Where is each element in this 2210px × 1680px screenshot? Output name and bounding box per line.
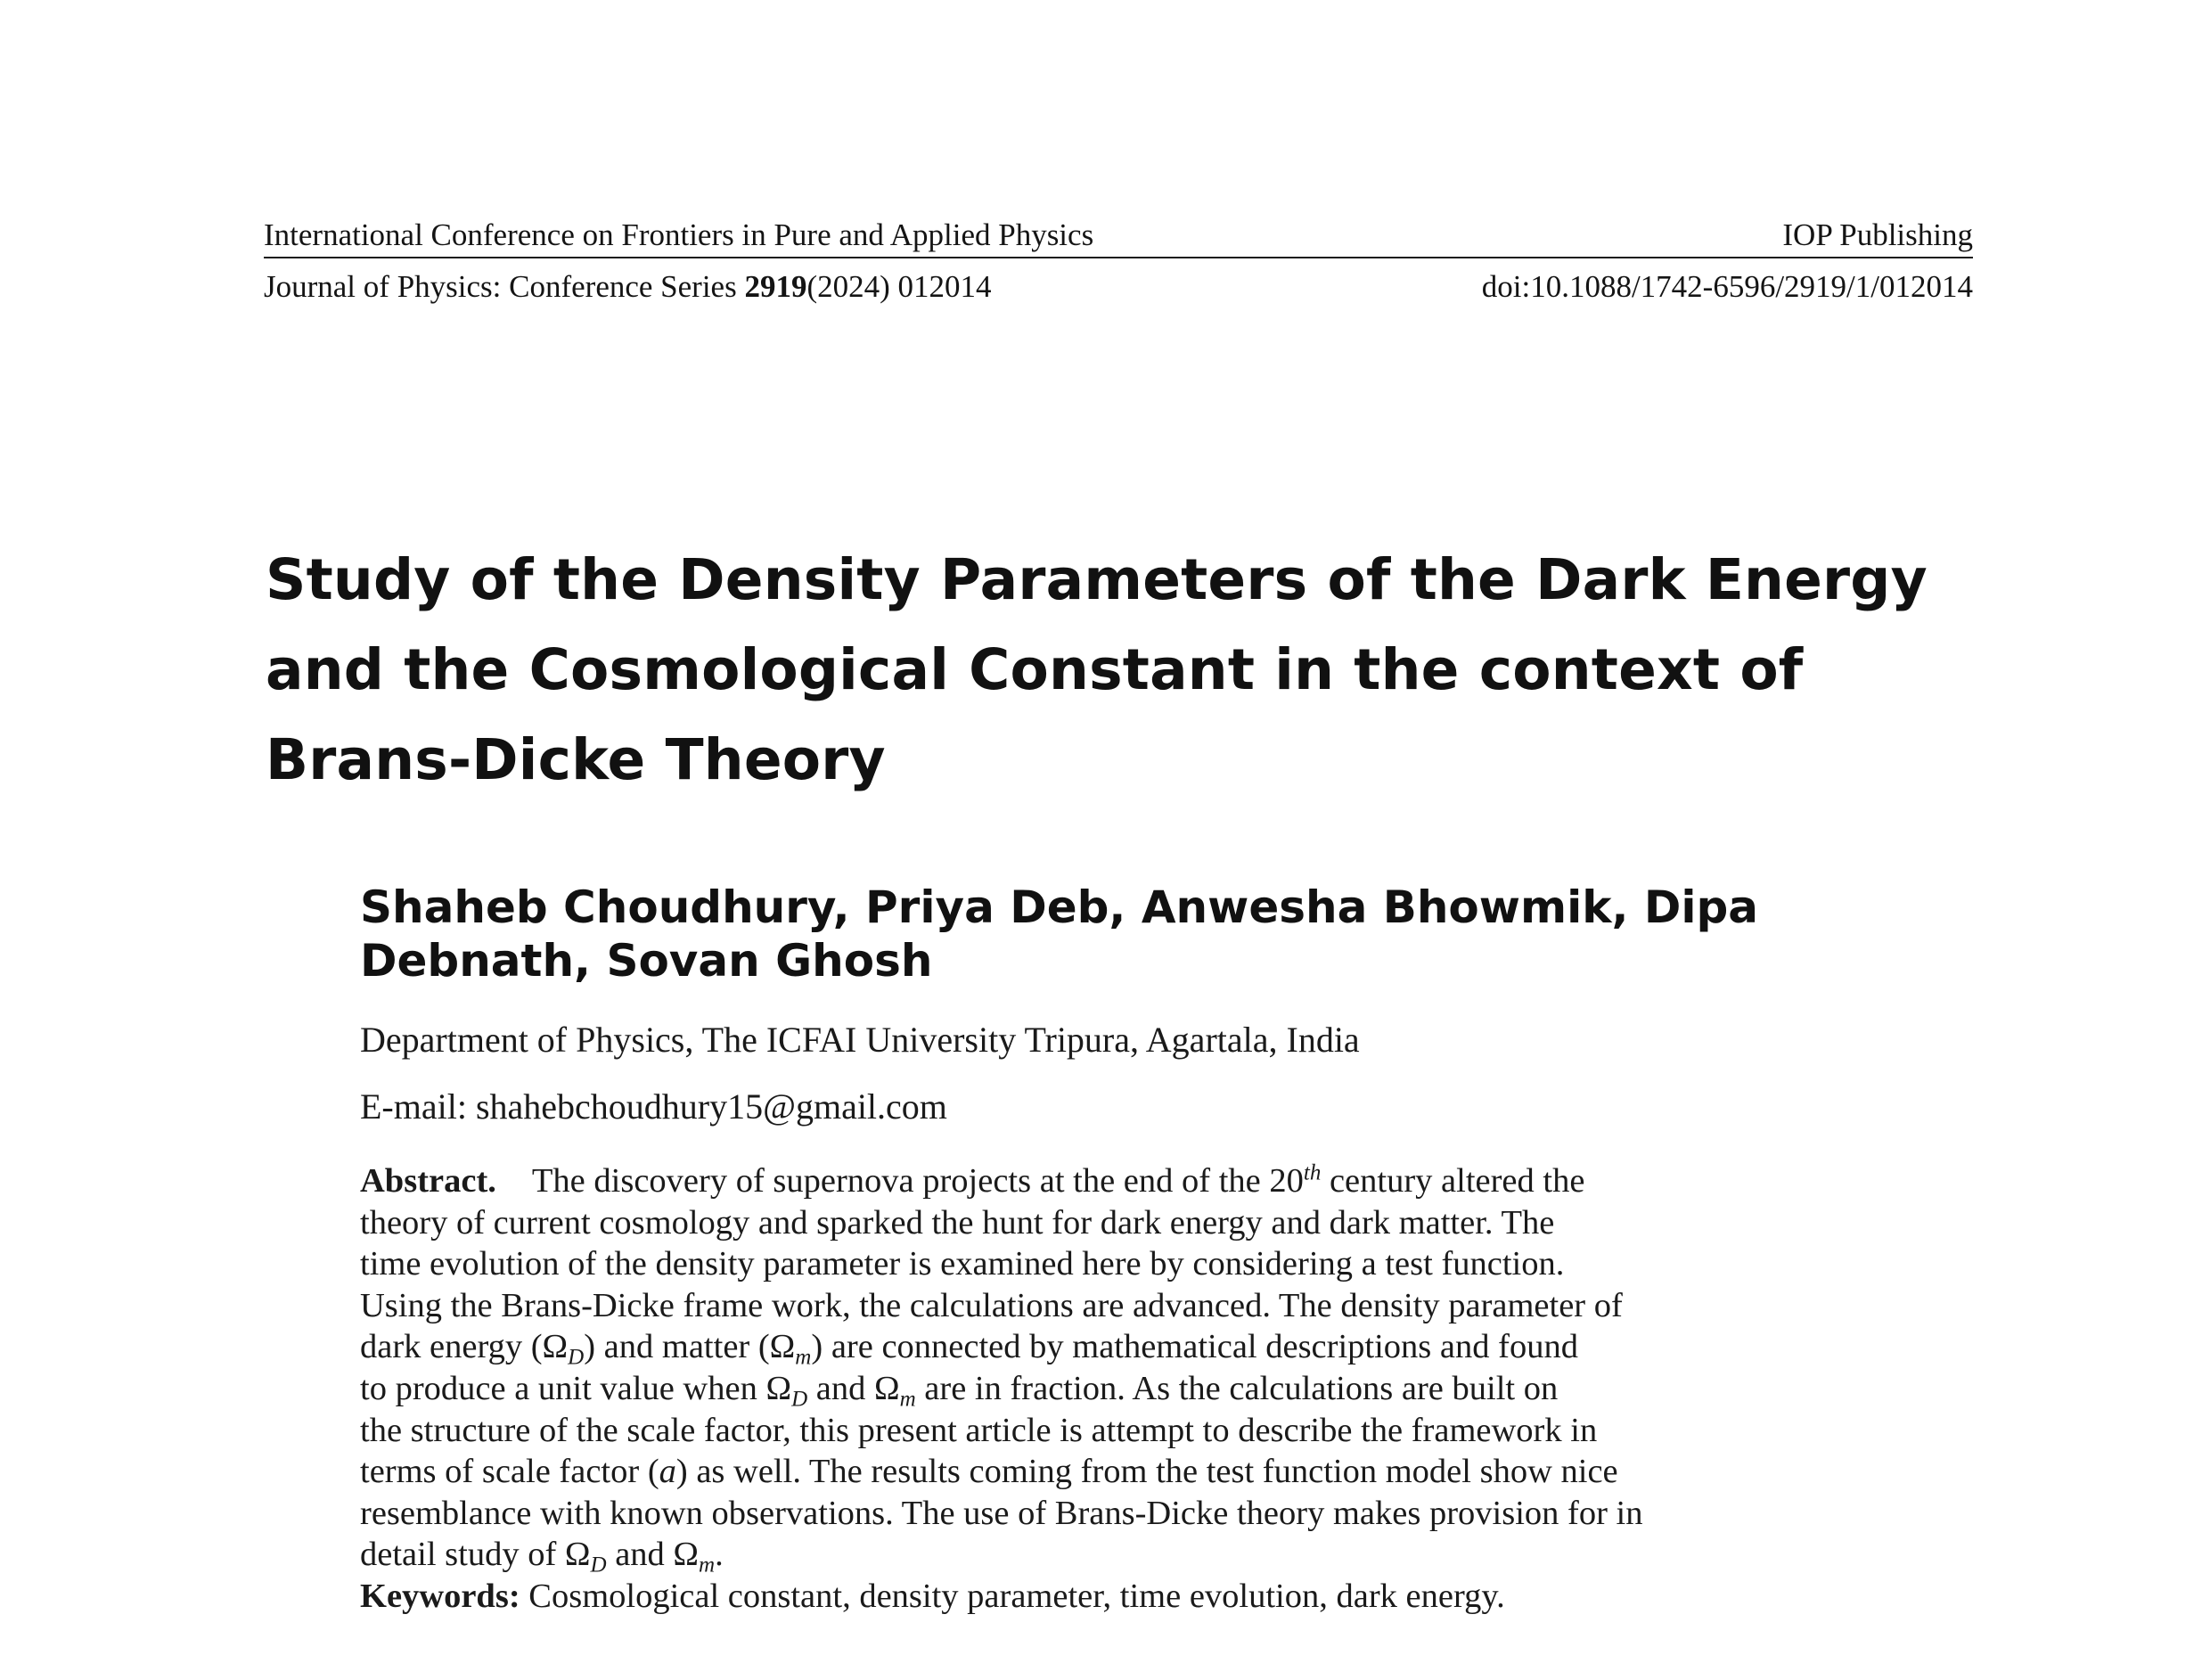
abstract-text: detail study of Ω: [360, 1536, 591, 1574]
subscript-m: m: [899, 1387, 916, 1412]
abstract-line: Using the Brans-Dicke frame work, the calculations are advanced. The density parameter of: [360, 1286, 1623, 1324]
header-rule: [264, 257, 1973, 258]
abstract-line: the structure of the scale factor, this present article is attempt to describe the framework in: [360, 1411, 1598, 1449]
abstract-line: [360, 1160, 1875, 1202]
conference-name: International Conference on Frontiers in Pure and Applied Physics: [264, 217, 1094, 252]
abstract-text: ) as well. The results coming from the test function model show nice: [675, 1453, 1618, 1491]
affiliation: Department of Physics, The ICFAI University Tripura, Agartala, India: [360, 1020, 1360, 1060]
subscript-d: D: [568, 1345, 585, 1370]
abstract-text: and Ω: [807, 1369, 900, 1407]
abstract-line: resemblance with known observations. The use of Brans-Dicke theory makes provision for in: [360, 1494, 1643, 1532]
abstract: [360, 1160, 1875, 1618]
keywords-label: Keywords:: [360, 1577, 520, 1615]
paper-title: Study of the Density Parameters of the Dark Energy and the Cosmological Constant in the context of Brans-Dicke Theory: [266, 547, 1928, 792]
abstract-text: ) and matter (Ω: [584, 1328, 796, 1366]
abstract-text: terms of scale factor (: [360, 1453, 659, 1491]
superscript-th: th: [1303, 1160, 1322, 1185]
abstract-text: century altered the: [1321, 1162, 1585, 1200]
email-label: E-mail:: [360, 1086, 467, 1127]
abstract-text: are in fraction. As the calculations are built on: [915, 1369, 1559, 1407]
abstract-label: Abstract.: [360, 1162, 496, 1200]
abstract-line: [360, 1368, 1875, 1410]
abstract-text: .: [715, 1536, 724, 1574]
journal-volume: 2919: [744, 269, 807, 304]
doi: doi:10.1088/1742-6596/2919/1/012014: [1481, 269, 1973, 304]
publisher-name: IOP Publishing: [1782, 217, 1973, 252]
keywords-line: [360, 1576, 1875, 1618]
abstract-text: to produce a unit value when Ω: [360, 1369, 792, 1407]
subscript-d: D: [791, 1387, 808, 1412]
abstract-line: [360, 1326, 1875, 1368]
email-line: [360, 1086, 947, 1128]
subscript-m: m: [699, 1553, 716, 1578]
keywords-text: Cosmological constant, density parameter, time evolution, dark energy.: [528, 1577, 1505, 1615]
email-address[interactable]: shahebchoudhury15@gmail.com: [475, 1086, 947, 1127]
journal-year-article: (2024) 012014: [806, 269, 992, 304]
journal-citation: [264, 267, 992, 307]
subscript-d: D: [590, 1553, 607, 1578]
abstract-line: [360, 1534, 1875, 1576]
abstract-text: and Ω: [606, 1536, 700, 1574]
abstract-text: The discovery of supernova projects at the end of the 20: [531, 1162, 1304, 1200]
subscript-m: m: [795, 1345, 812, 1370]
abstract-text: dark energy (Ω: [360, 1328, 569, 1366]
author-list: Shaheb Choudhury, Priya Deb, Anwesha Bhowmik, Dipa Debnath, Sovan Ghosh: [360, 881, 1759, 987]
variable-a: a: [659, 1453, 676, 1491]
journal-name: Journal of Physics: Conference Series: [264, 269, 737, 304]
abstract-text: ) are connected by mathematical descriptions and found: [811, 1328, 1578, 1366]
abstract-line: theory of current cosmology and sparked the hunt for dark energy and dark matter. The: [360, 1203, 1555, 1242]
abstract-line: [360, 1451, 1875, 1493]
abstract-line: time evolution of the density parameter is examined here by considering a test function.: [360, 1245, 1565, 1283]
